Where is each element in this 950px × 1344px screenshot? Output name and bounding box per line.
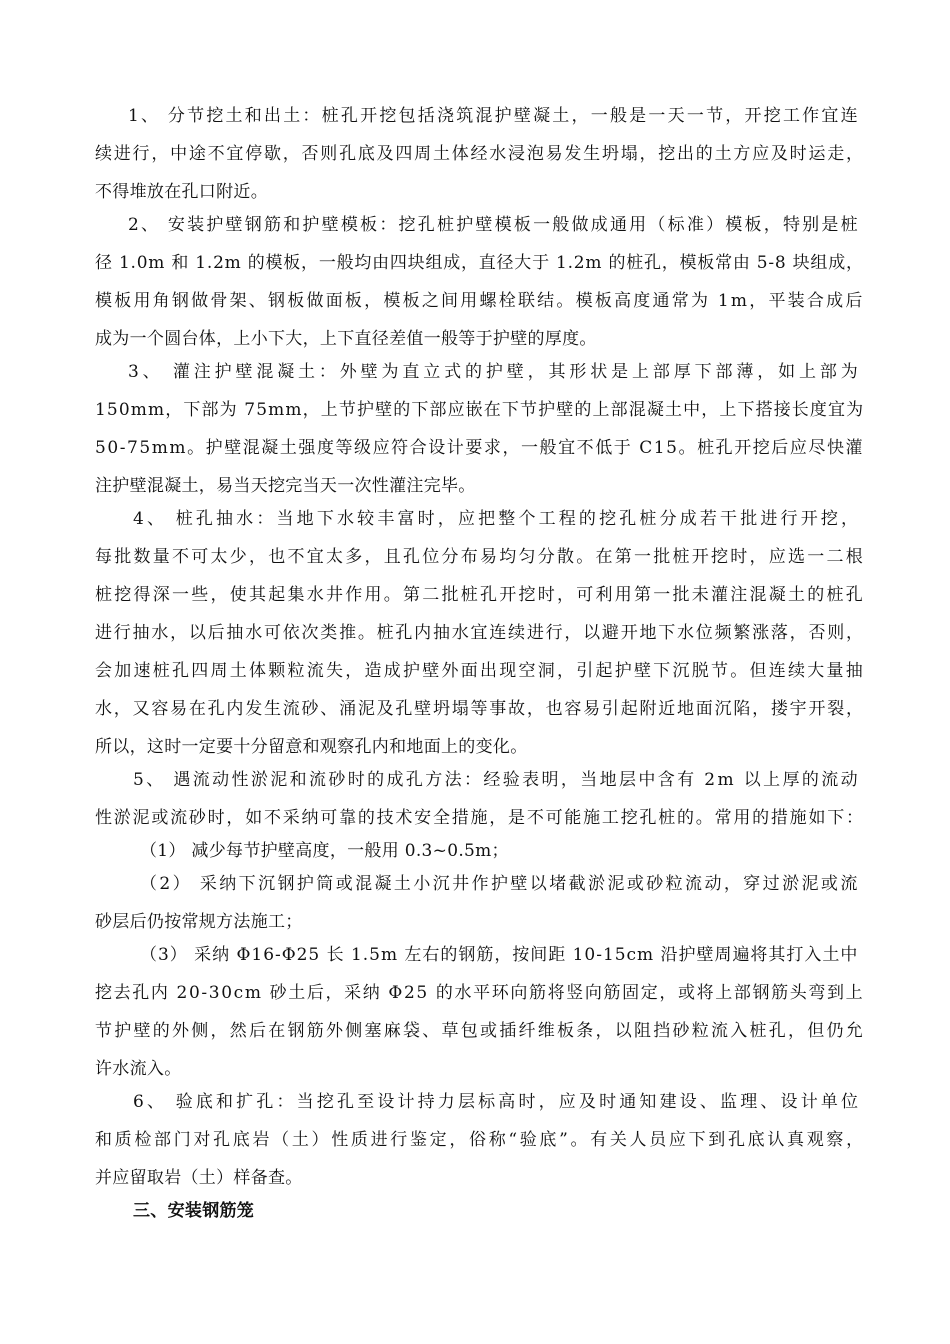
text-line: 并应留取岩（土）样备查。 [95,1168,303,1188]
text-line: （2） 采纳下沉钢护筒或混凝土小沉井作护壁以堵截淤泥或砂粒流动，穿过淤泥或流 [140,874,860,894]
text-line: 4、 桩孔抽水：当地下水较丰富时，应把整个工程的挖孔桩分成若干批进行开挖， [133,509,862,529]
text-line: （1） 减少每节护壁高度，一般用 0.3~0.5m； [140,841,509,861]
section-heading: 三、安装钢筋笼 [133,1201,255,1221]
text-line: 50-75mm。护壁混凝土强度等级应符合设计要求，一般宜不低于 C15。桩孔开挖后应尽快灌 [95,438,865,458]
text-line: 模板用角钢做骨架、钢板做面板，模板之间用螺栓联结。模板高度通常为 1m，平装合成后 [95,291,865,311]
text-line: 不得堆放在孔口附近。 [95,182,268,202]
text-line: 2、 安装护壁钢筋和护壁模板：挖孔桩护壁模板一般做成通用（标准）模板，特别是桩 [128,215,860,235]
text-line: 性淤泥或流砂时，如不采纳可靠的技术安全措施，是不可能施工挖孔桩的。常用的措施如下： [95,808,865,828]
text-line: 5、 遇流动性淤泥和流砂时的成孔方法：经验表明，当地层中含有 2m 以上厚的流动 [133,770,861,790]
text-line: （3） 采纳 Φ16-Φ25 长 1.5m 左右的钢筋，按间距 10-15cm 沿护壁周遍将其打入土中 [140,945,859,965]
text-line: 续进行，中途不宜停歇，否则孔底及四周土体经水浸泡易发生坍塌，挖出的土方应及时运走， [95,144,865,164]
text-line: 每批数量不可太少，也不宜太多，且孔位分布易均匀分散。在第一批桩开挖时，应选一二根 [95,547,865,567]
text-line: 成为一个圆台体，上小下大，上下直径差值一般等于护壁的厚度。 [95,329,597,349]
text-line: 会加速桩孔四周土体颗粒流失，造成护壁外面出现空洞，引起护壁下沉脱节。但连续大量抽 [95,661,865,681]
text-line: 桩挖得深一些，使其起集水井作用。第二批桩孔开挖时，可利用第一批未灌注混凝土的桩孔 [95,585,865,605]
text-line: 径 1.0m 和 1.2m 的模板，一般均由四块组成，直径大于 1.2m 的桩孔，模板常由 5-8 块组成， [95,253,864,273]
text-line: 水，又容易在孔内发生流砂、涌泥及孔壁坍塌等事故，也容易引起附近地面沉陷，搂宇开裂， [95,699,865,719]
text-line: 进行抽水，以后抽水可依次类推。桩孔内抽水宜连续进行，以避开地下水位频繁涨落，否则， [95,623,865,643]
text-line: 150mm，下部为 75mm，上节护壁的下部应嵌在下节护壁的上部混凝土中，上下搭接长度宜为 [95,400,865,420]
text-line: 许水流入。 [95,1059,182,1079]
text-line: 所以，这时一定要十分留意和观察孔内和地面上的变化。 [95,737,528,757]
text-line: 挖去孔内 20-30cm 砂土后，采纳 Φ25 的水平环向筋将竖向筋固定，或将上部钢筋头弯到上 [95,983,865,1003]
text-line: 和质检部门对孔底岩（土）性质进行鉴定，俗称“验底”。有关人员应下到孔底认真观察， [95,1130,866,1150]
text-line: 砂层后仍按常规方法施工； [95,912,303,932]
text-line: 3、 灌注护壁混凝土：外壁为直立式的护壁，其形状是上部厚下部薄，如上部为 [128,362,862,382]
text-line: 1、 分节挖土和出土：桩孔开挖包括浇筑混护壁凝土，一般是一天一节，开挖工作宜连 [128,106,860,126]
text-line: 6、 验底和扩孔：当挖孔至设计持力层标高时，应及时通知建设、监理、设计单位 [133,1092,862,1112]
text-line: 注护壁混凝土，易当天挖完当天一次性灌注完毕。 [95,476,476,496]
text-line: 节护壁的外侧，然后在钢筋外侧塞麻袋、草包或插纤维板条，以阻挡砂粒流入桩孔，但仍允 [95,1021,865,1041]
